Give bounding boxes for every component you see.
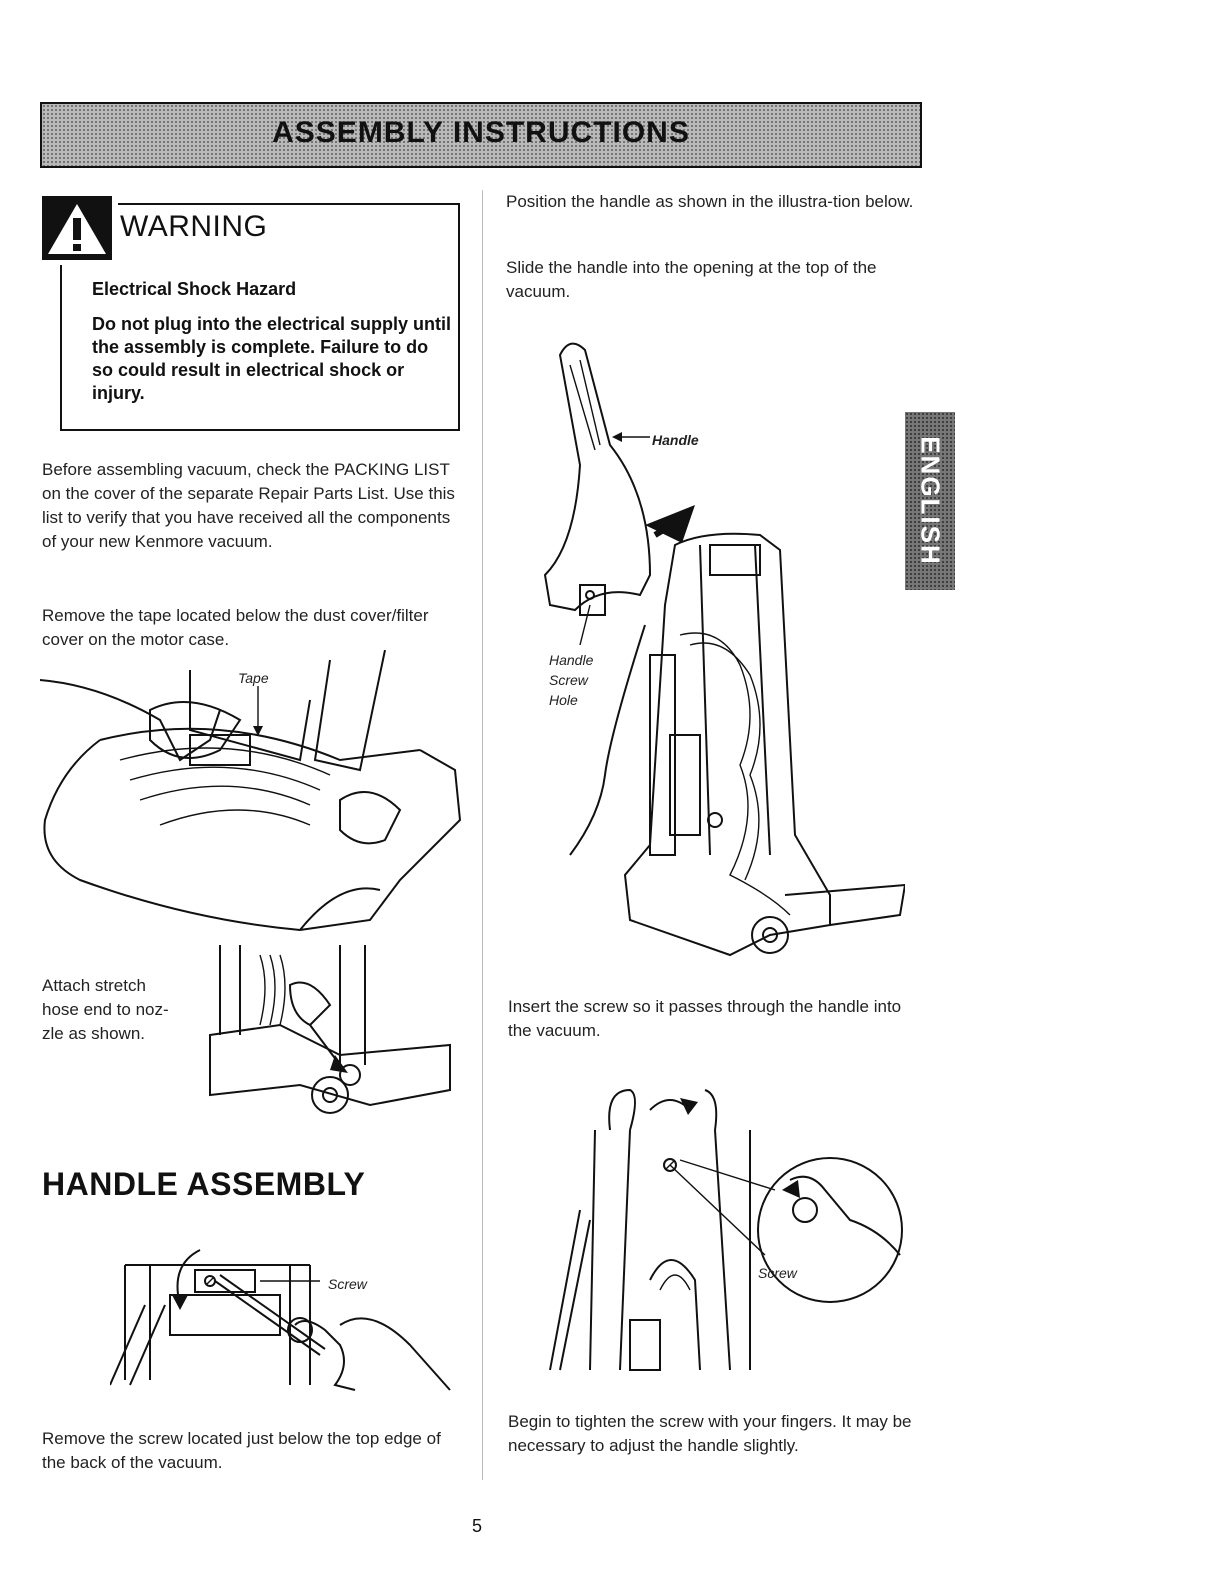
language-tab <box>905 412 955 590</box>
warning-triangle-icon <box>42 196 112 260</box>
remove-tape-paragraph: Remove the tape located below the dust cover/filter cover on the motor case. <box>42 606 429 649</box>
position-handle-paragraph: Position the handle as shown in the illustra-tion below. <box>506 192 914 211</box>
packing-list-paragraph: Before assembling vacuum, check the PACKING LIST on the cover of the separate Repair Parts List. Use this list to verify that you have received all the components of your new Kenmore vacuum. <box>42 460 455 551</box>
slide-handle-illustration <box>530 335 905 960</box>
page-title: ASSEMBLY INSTRUCTIONS <box>272 116 690 149</box>
screw-label-left: Screw <box>328 1276 367 1292</box>
header-banner <box>40 102 922 168</box>
tighten-screw-paragraph: Begin to tighten the screw with your fingers. It may be necessary to adjust the handle slightly. <box>508 1412 912 1455</box>
remove-screw-illustration <box>110 1245 460 1395</box>
handle-assembly-heading: HANDLE ASSEMBLY <box>42 1166 366 1202</box>
page-number: 5 <box>472 1516 483 1536</box>
remove-screw-paragraph: Remove the screw located just below the top edge of the back of the vacuum. <box>42 1429 441 1472</box>
insert-screw-paragraph: Insert the screw so it passes through the handle into the vacuum. <box>508 997 902 1040</box>
screw-label-right: Screw <box>758 1265 797 1281</box>
warning-body: Do not plug into the electrical supply until the assembly is complete. Failure to do so could result in electrical shock or injury. <box>92 314 452 403</box>
tape-removal-illustration <box>40 650 465 935</box>
language-tab-label: ENGLISH <box>915 436 946 566</box>
handle-screw-hole-label: Handle Screw Hole <box>549 652 594 708</box>
attach-hose-illustration <box>200 945 455 1125</box>
slide-handle-paragraph: Slide the handle into the opening at the top of the vacuum. <box>506 258 877 301</box>
insert-screw-illustration <box>520 1080 910 1380</box>
attach-hose-paragraph: Attach stretch hose end to noz-zle as shown. <box>42 976 169 1043</box>
column-divider <box>482 190 483 1480</box>
handle-label: Handle <box>652 432 699 448</box>
warning-subtitle: Electrical Shock Hazard <box>92 279 297 299</box>
tape-label: Tape <box>238 670 269 686</box>
warning-title: WARNING <box>120 210 268 243</box>
